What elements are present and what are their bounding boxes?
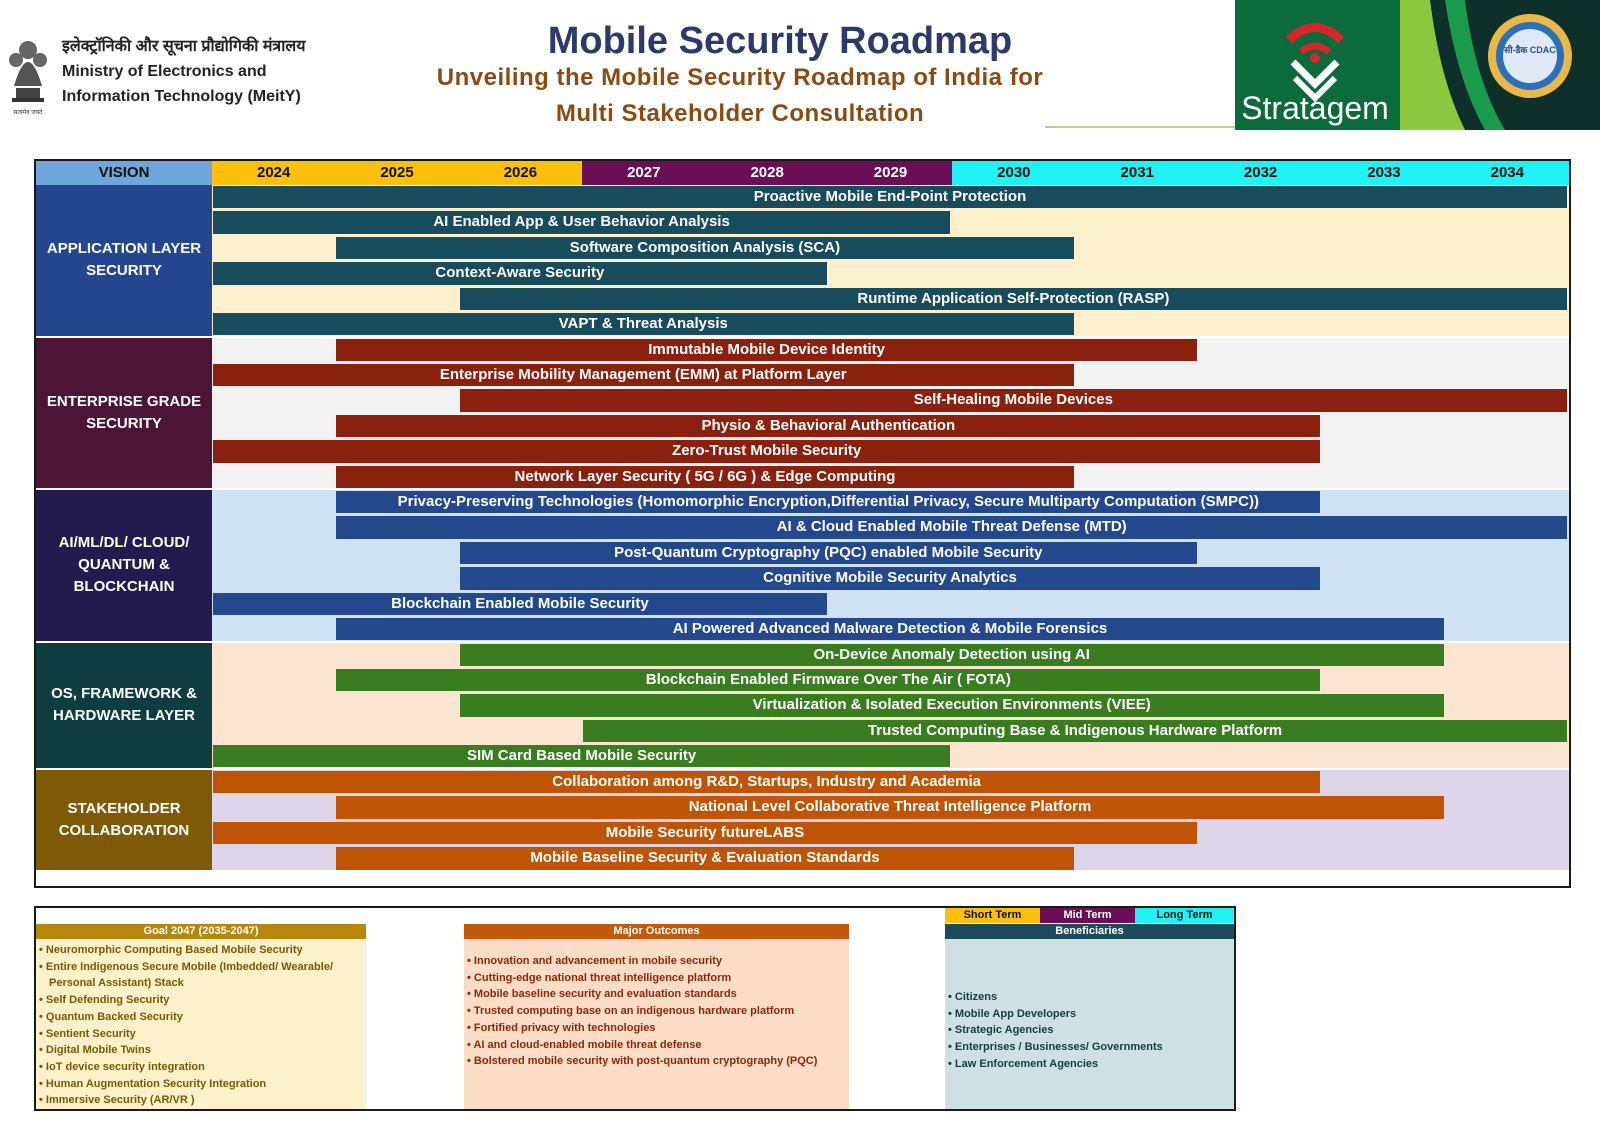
roadmap-bar: Context-Aware Security (213, 262, 827, 284)
goal-list-item: • Neuromorphic Computing Based Mobile Security (39, 942, 363, 959)
roadmap-bar: Runtime Application Self-Protection (RASP) (460, 288, 1567, 310)
year-header-2031: 2031 (1076, 161, 1199, 185)
outcomes-list-item: • Mobile baseline security and evaluation standards (467, 986, 846, 1003)
section-label: ENTERPRISE GRADE SECURITY (36, 338, 212, 491)
goal-list-item: • Entire Indigenous Secure Mobile (Imbedded/ Wearable/ Personal Assistant) Stack (39, 959, 363, 992)
roadmap-bar: Blockchain Enabled Firmware Over The Air ( FOTA) (336, 669, 1320, 691)
year-header-2030: 2030 (952, 161, 1075, 185)
ministry-name-line2: Information Technology (MeitY) (62, 88, 301, 105)
year-header-2027: 2027 (582, 161, 705, 185)
header-divider (1045, 126, 1245, 128)
outcomes-header: Major Outcomes (464, 924, 849, 939)
goal-list-item: • Sentient Security (39, 1026, 363, 1043)
outcomes-list-item: • Innovation and advancement in mobile security (467, 953, 846, 970)
goal-list-item: • Immersive Security (AR/VR ) (39, 1092, 363, 1109)
roadmap-bar: SIM Card Based Mobile Security (213, 745, 950, 767)
roadmap-bar: Enterprise Mobility Management (EMM) at Platform Layer (213, 364, 1074, 386)
goal-list-item: • IoT device security integration (39, 1059, 363, 1076)
year-header-2025: 2025 (335, 161, 458, 185)
beneficiaries-list-item: • Enterprises / Businesses/ Governments (948, 1039, 1231, 1056)
emblem-motto: सत्यमेव जयते (13, 110, 43, 116)
page-subtitle-line2: Multi Stakeholder Consultation (555, 100, 925, 127)
roadmap-bar: Software Composition Analysis (SCA) (336, 237, 1073, 259)
roadmap-bar: VAPT & Threat Analysis (213, 313, 1074, 335)
national-emblem-icon (2, 28, 54, 116)
roadmap-bar: On-Device Anomaly Detection using AI (460, 644, 1444, 666)
ministry-hindi-name: इलेक्ट्रॉनिकी और सूचना प्रौद्योगिकी मंत्रालय (62, 38, 306, 55)
section-label: AI/ML/DL/ CLOUD/ QUANTUM & BLOCKCHAIN (36, 490, 212, 643)
beneficiaries-header: Beneficiaries (945, 924, 1234, 939)
beneficiaries-list-item: • Citizens (948, 989, 1231, 1006)
section-label: OS, FRAMEWORK & HARDWARE LAYER (36, 643, 212, 770)
goal-list (36, 939, 366, 1111)
legend-short-term: Short Term (945, 908, 1040, 923)
legend-long-term: Long Term (1135, 908, 1234, 923)
roadmap-bar: Network Layer Security ( 5G / 6G ) & Edge Computing (336, 466, 1073, 488)
year-header-2029: 2029 (829, 161, 952, 185)
roadmap-bar: Immutable Mobile Device Identity (336, 339, 1197, 361)
roadmap-bar: Trusted Computing Base & Indigenous Hardware Platform (583, 720, 1567, 742)
roadmap-bar: Collaboration among R&D, Startups, Industry and Academia (213, 771, 1320, 794)
stratagem-logo-text: Stratagem (1241, 90, 1389, 126)
ministry-name-line1: Ministry of Electronics and (62, 63, 267, 80)
roadmap-bar: Post-Quantum Cryptography (PQC) enabled Mobile Security (460, 542, 1197, 564)
roadmap-bar: Privacy-Preserving Technologies (Homomorphic Encryption,Differential Privacy, Secure Multiparty Computation (SMPC)) (336, 491, 1320, 513)
outcomes-list-item: • Trusted computing base on an indigenous hardware platform (467, 1003, 846, 1020)
cdac-seal-text: सी-डैक CDAC (1504, 45, 1556, 55)
legend-mid-term: Mid Term (1040, 908, 1135, 923)
roadmap-bar: AI Powered Advanced Malware Detection & Mobile Forensics (336, 618, 1443, 640)
year-header-2034: 2034 (1446, 161, 1569, 185)
roadmap-bar: AI Enabled App & User Behavior Analysis (213, 211, 950, 233)
year-header-2026: 2026 (459, 161, 582, 185)
goal-list-item: • Quantum Backed Security (39, 1009, 363, 1026)
goal-header: Goal 2047 (2035-2047) (36, 924, 366, 939)
outcomes-list (464, 939, 849, 1111)
roadmap-bar: Mobile Security futureLABS (213, 822, 1197, 845)
ministry-name (62, 34, 306, 109)
roadmap-bar: Mobile Baseline Security & Evaluation Standards (336, 847, 1073, 870)
roadmap-bar: Proactive Mobile End-Point Protection (213, 186, 1567, 208)
page-subtitle-line1: Unveiling the Mobile Security Roadmap of India for (436, 64, 1044, 91)
roadmap-grid (34, 159, 1571, 888)
roadmap-bar: Cognitive Mobile Security Analytics (460, 567, 1321, 589)
roadmap-bar: AI & Cloud Enabled Mobile Threat Defense (MTD) (336, 516, 1567, 538)
year-header-2033: 2033 (1322, 161, 1445, 185)
beneficiaries-list-item: • Strategic Agencies (948, 1022, 1231, 1039)
roadmap-bar: Physio & Behavioral Authentication (336, 415, 1320, 437)
page-title: Mobile Security Roadmap (547, 20, 1013, 62)
outcomes-list-item: • AI and cloud-enabled mobile threat defense (467, 1037, 846, 1054)
roadmap-bar: Blockchain Enabled Mobile Security (213, 593, 827, 615)
outcomes-list-item: • Fortified privacy with technologies (467, 1020, 846, 1037)
goal-list-item: • Self Defending Security (39, 992, 363, 1009)
goal-list-item: • Human Augmentation Security Integration (39, 1076, 363, 1093)
roadmap-bar: Self-Healing Mobile Devices (460, 389, 1567, 411)
year-header-2024: 2024 (212, 161, 335, 185)
year-header-2028: 2028 (705, 161, 828, 185)
roadmap-bar: Virtualization & Isolated Execution Environments (VIEE) (460, 694, 1444, 716)
summary-panel (34, 906, 1236, 1111)
section-label: APPLICATION LAYER SECURITY (36, 185, 212, 338)
goal-list-item: • Digital Mobile Twins (39, 1042, 363, 1059)
vision-header: VISION (36, 161, 212, 185)
beneficiaries-list-item: • Law Enforcement Agencies (948, 1056, 1231, 1073)
roadmap-bar: National Level Collaborative Threat Intelligence Platform (336, 796, 1443, 819)
beneficiaries-list-item: • Mobile App Developers (948, 1006, 1231, 1023)
roadmap-bar: Zero-Trust Mobile Security (213, 440, 1320, 462)
outcomes-list-item: • Bolstered mobile security with post-quantum cryptography (PQC) (467, 1053, 846, 1070)
year-header-2032: 2032 (1199, 161, 1322, 185)
section-label: STAKEHOLDER COLLABORATION (36, 770, 212, 872)
outcomes-list-item: • Cutting-edge national threat intelligence platform (467, 970, 846, 987)
beneficiaries-list (945, 939, 1234, 1111)
partner-logo-panel (1235, 0, 1600, 130)
